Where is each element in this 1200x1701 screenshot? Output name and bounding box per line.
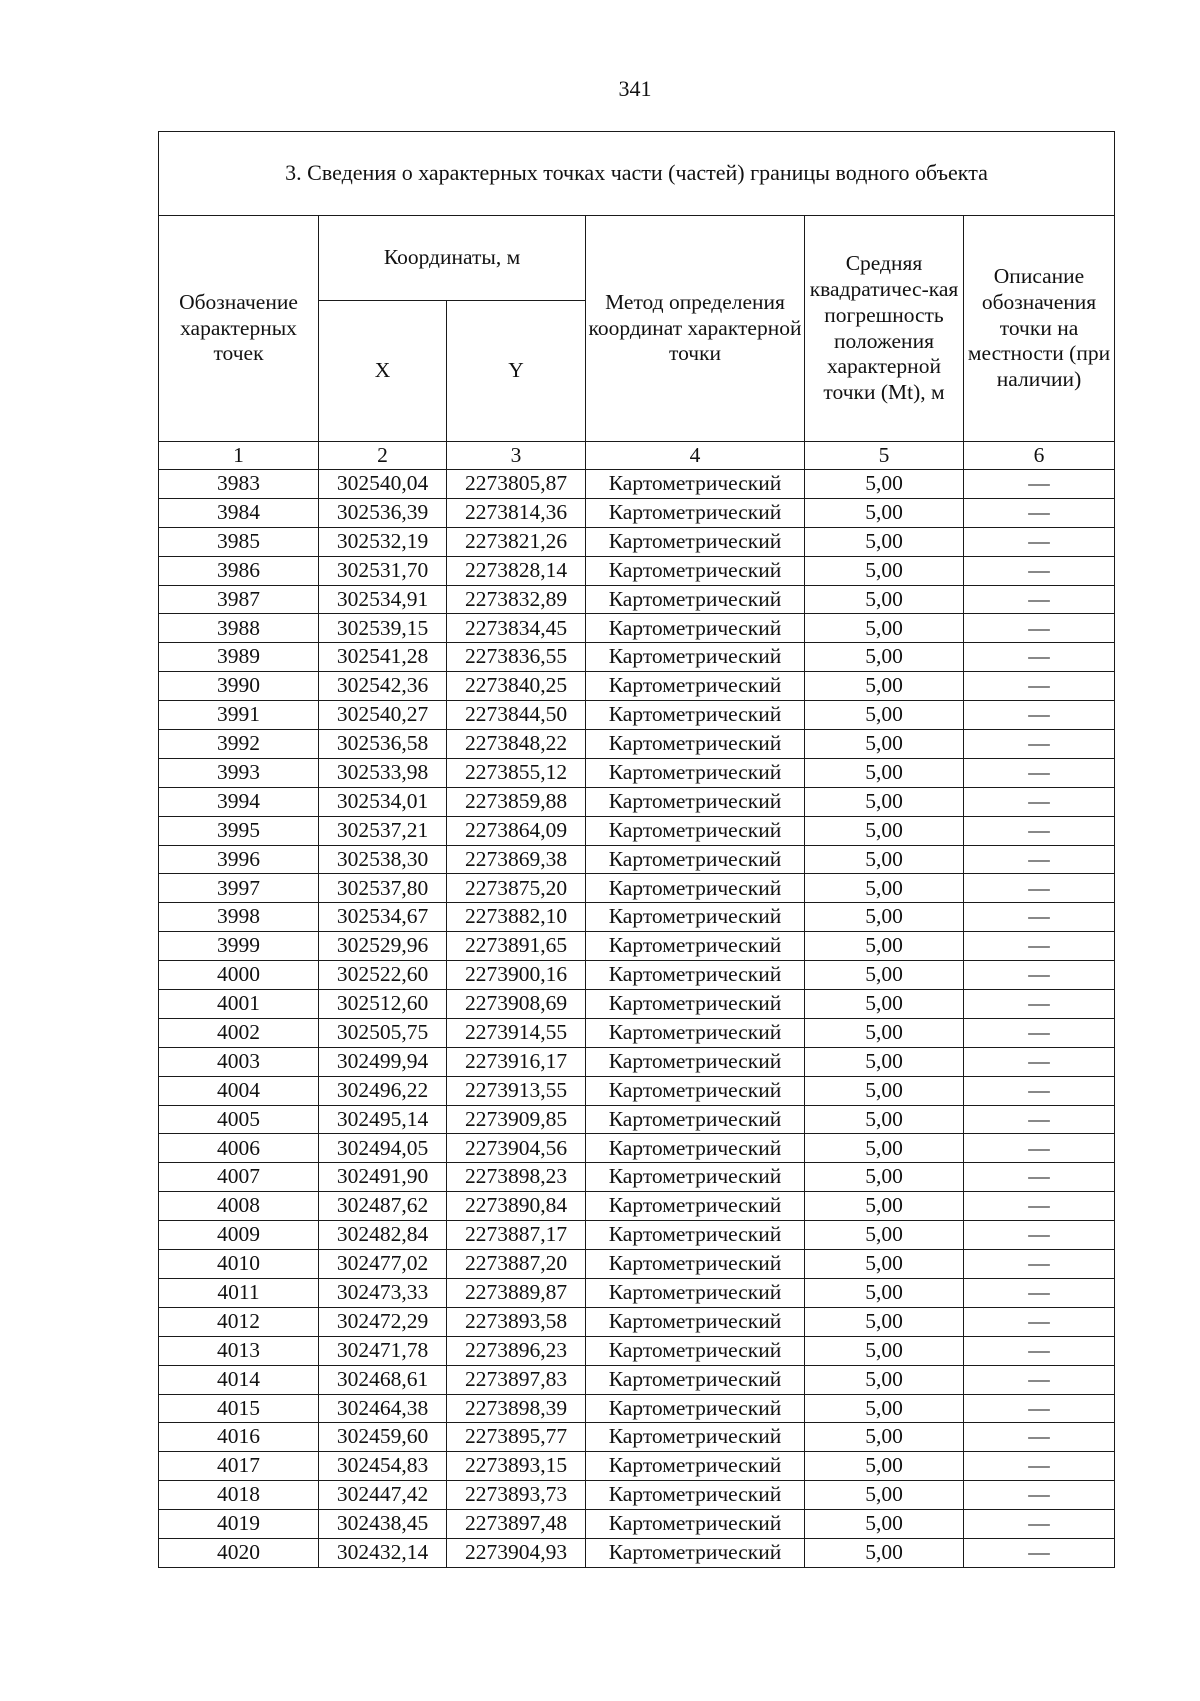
y-coord-cell: 2273805,87 — [447, 470, 586, 499]
point-id-cell: 3986 — [159, 556, 319, 585]
point-id-cell: 3994 — [159, 787, 319, 816]
y-coord-cell: 2273836,55 — [447, 643, 586, 672]
description-cell: — — [964, 672, 1115, 701]
y-coord-cell: 2273840,25 — [447, 672, 586, 701]
x-coord-cell: 302531,70 — [319, 556, 447, 585]
error-cell: 5,00 — [805, 556, 964, 585]
table-row — [159, 672, 1115, 701]
error-cell: 5,00 — [805, 1047, 964, 1076]
description-cell: — — [964, 903, 1115, 932]
table-row — [159, 1221, 1115, 1250]
error-cell: 5,00 — [805, 845, 964, 874]
error-cell: 5,00 — [805, 614, 964, 643]
description-cell: — — [964, 701, 1115, 730]
header-description: Описание обозначения точки на местности (при наличии) — [964, 216, 1115, 442]
description-cell: — — [964, 874, 1115, 903]
y-coord-cell: 2273821,26 — [447, 527, 586, 556]
method-cell: Картометрический — [586, 1047, 805, 1076]
method-cell: Картометрический — [586, 758, 805, 787]
error-cell: 5,00 — [805, 730, 964, 759]
table-row — [159, 643, 1115, 672]
method-cell: Картометрический — [586, 990, 805, 1019]
point-id-cell: 4020 — [159, 1538, 319, 1567]
description-cell: — — [964, 1394, 1115, 1423]
table-row — [159, 527, 1115, 556]
y-coord-cell: 2273828,14 — [447, 556, 586, 585]
x-coord-cell: 302534,01 — [319, 787, 447, 816]
table-row — [159, 1481, 1115, 1510]
y-coord-cell: 2273895,77 — [447, 1423, 586, 1452]
point-id-cell: 3997 — [159, 874, 319, 903]
error-cell: 5,00 — [805, 1394, 964, 1423]
x-coord-cell: 302491,90 — [319, 1163, 447, 1192]
column-number: 5 — [805, 442, 964, 470]
description-cell: — — [964, 470, 1115, 499]
x-coord-cell: 302532,19 — [319, 527, 447, 556]
error-cell: 5,00 — [805, 672, 964, 701]
error-cell: 5,00 — [805, 1481, 964, 1510]
description-cell: — — [964, 643, 1115, 672]
y-coord-cell: 2273900,16 — [447, 961, 586, 990]
x-coord-cell: 302540,04 — [319, 470, 447, 499]
point-id-cell: 4007 — [159, 1163, 319, 1192]
table-row — [159, 556, 1115, 585]
y-coord-cell: 2273909,85 — [447, 1105, 586, 1134]
error-cell: 5,00 — [805, 498, 964, 527]
description-cell: — — [964, 932, 1115, 961]
method-cell: Картометрический — [586, 643, 805, 672]
method-cell: Картометрический — [586, 845, 805, 874]
method-cell: Картометрический — [586, 903, 805, 932]
method-cell: Картометрический — [586, 1336, 805, 1365]
x-coord-cell: 302432,14 — [319, 1538, 447, 1567]
table-row — [159, 1394, 1115, 1423]
table-row — [159, 1336, 1115, 1365]
x-coord-cell: 302536,58 — [319, 730, 447, 759]
method-cell: Картометрический — [586, 1538, 805, 1567]
error-cell: 5,00 — [805, 1134, 964, 1163]
method-cell: Картометрический — [586, 1105, 805, 1134]
description-cell: — — [964, 556, 1115, 585]
x-coord-cell: 302522,60 — [319, 961, 447, 990]
y-coord-cell: 2273887,20 — [447, 1250, 586, 1279]
y-coord-cell: 2273814,36 — [447, 498, 586, 527]
description-cell: — — [964, 1336, 1115, 1365]
method-cell: Картометрический — [586, 470, 805, 499]
error-cell: 5,00 — [805, 1076, 964, 1105]
table-row — [159, 961, 1115, 990]
column-number: 4 — [586, 442, 805, 470]
x-coord-cell: 302454,83 — [319, 1452, 447, 1481]
point-id-cell: 4002 — [159, 1018, 319, 1047]
method-cell: Картометрический — [586, 1394, 805, 1423]
method-cell: Картометрический — [586, 1452, 805, 1481]
x-coord-cell: 302482,84 — [319, 1221, 447, 1250]
method-cell: Картометрический — [586, 1510, 805, 1539]
table-row — [159, 585, 1115, 614]
description-cell: — — [964, 845, 1115, 874]
description-cell: — — [964, 1278, 1115, 1307]
method-cell: Картометрический — [586, 1307, 805, 1336]
description-cell: — — [964, 1047, 1115, 1076]
method-cell: Картометрический — [586, 874, 805, 903]
description-cell: — — [964, 787, 1115, 816]
y-coord-cell: 2273896,23 — [447, 1336, 586, 1365]
method-cell: Картометрический — [586, 787, 805, 816]
x-coord-cell: 302536,39 — [319, 498, 447, 527]
y-coord-cell: 2273848,22 — [447, 730, 586, 759]
x-coord-cell: 302487,62 — [319, 1192, 447, 1221]
x-coord-cell: 302512,60 — [319, 990, 447, 1019]
method-cell: Картометрический — [586, 1163, 805, 1192]
table-row — [159, 874, 1115, 903]
point-id-cell: 4018 — [159, 1481, 319, 1510]
table-row — [159, 1452, 1115, 1481]
error-cell: 5,00 — [805, 1278, 964, 1307]
error-cell: 5,00 — [805, 1538, 964, 1567]
point-id-cell: 4004 — [159, 1076, 319, 1105]
method-cell: Картометрический — [586, 1278, 805, 1307]
point-id-cell: 4000 — [159, 961, 319, 990]
point-id-cell: 4013 — [159, 1336, 319, 1365]
description-cell: — — [964, 1365, 1115, 1394]
description-cell: — — [964, 498, 1115, 527]
table-row — [159, 614, 1115, 643]
table-row — [159, 1134, 1115, 1163]
x-coord-cell: 302468,61 — [319, 1365, 447, 1394]
table-row — [159, 1192, 1115, 1221]
error-cell: 5,00 — [805, 932, 964, 961]
table-row — [159, 1365, 1115, 1394]
y-coord-cell: 2273887,17 — [447, 1221, 586, 1250]
point-id-cell: 3984 — [159, 498, 319, 527]
point-id-cell: 4005 — [159, 1105, 319, 1134]
error-cell: 5,00 — [805, 961, 964, 990]
error-cell: 5,00 — [805, 1336, 964, 1365]
x-coord-cell: 302505,75 — [319, 1018, 447, 1047]
point-id-cell: 3988 — [159, 614, 319, 643]
y-coord-cell: 2273898,39 — [447, 1394, 586, 1423]
header-coords: Координаты, м — [319, 216, 586, 301]
x-coord-cell: 302534,91 — [319, 585, 447, 614]
y-coord-cell: 2273844,50 — [447, 701, 586, 730]
method-cell: Картометрический — [586, 585, 805, 614]
table-row — [159, 1018, 1115, 1047]
point-id-cell: 4019 — [159, 1510, 319, 1539]
point-id-cell: 3987 — [159, 585, 319, 614]
x-coord-cell: 302471,78 — [319, 1336, 447, 1365]
y-coord-cell: 2273832,89 — [447, 585, 586, 614]
x-coord-cell: 302529,96 — [319, 932, 447, 961]
table-row — [159, 1307, 1115, 1336]
table-row — [159, 1105, 1115, 1134]
point-id-cell: 4006 — [159, 1134, 319, 1163]
error-cell: 5,00 — [805, 816, 964, 845]
method-cell: Картометрический — [586, 556, 805, 585]
x-coord-cell: 302472,29 — [319, 1307, 447, 1336]
point-id-cell: 3990 — [159, 672, 319, 701]
table-row — [159, 1076, 1115, 1105]
table-row — [159, 816, 1115, 845]
error-cell: 5,00 — [805, 758, 964, 787]
y-coord-cell: 2273875,20 — [447, 874, 586, 903]
point-id-cell: 4008 — [159, 1192, 319, 1221]
method-cell: Картометрический — [586, 498, 805, 527]
y-coord-cell: 2273889,87 — [447, 1278, 586, 1307]
x-coord-cell: 302541,28 — [319, 643, 447, 672]
x-coord-cell: 302464,38 — [319, 1394, 447, 1423]
header-y: Y — [447, 301, 586, 442]
x-coord-cell: 302447,42 — [319, 1481, 447, 1510]
y-coord-cell: 2273891,65 — [447, 932, 586, 961]
method-cell: Картометрический — [586, 816, 805, 845]
point-id-cell: 4009 — [159, 1221, 319, 1250]
x-coord-cell: 302538,30 — [319, 845, 447, 874]
header-point: Обозначение характерных точек — [159, 216, 319, 442]
method-cell: Картометрический — [586, 614, 805, 643]
error-cell: 5,00 — [805, 1018, 964, 1047]
x-coord-cell: 302539,15 — [319, 614, 447, 643]
x-coord-cell: 302495,14 — [319, 1105, 447, 1134]
method-cell: Картометрический — [586, 730, 805, 759]
point-id-cell: 3998 — [159, 903, 319, 932]
table-row — [159, 498, 1115, 527]
header-error: Средняя квадратичес-кая погрешность положения характерной точки (Mt), м — [805, 216, 964, 442]
column-number: 6 — [964, 442, 1115, 470]
x-coord-cell: 302438,45 — [319, 1510, 447, 1539]
method-cell: Картометрический — [586, 1134, 805, 1163]
y-coord-cell: 2273864,09 — [447, 816, 586, 845]
column-number: 2 — [319, 442, 447, 470]
description-cell: — — [964, 614, 1115, 643]
x-coord-cell: 302540,27 — [319, 701, 447, 730]
table-row — [159, 758, 1115, 787]
point-id-cell: 4001 — [159, 990, 319, 1019]
point-id-cell: 3983 — [159, 470, 319, 499]
point-id-cell: 3989 — [159, 643, 319, 672]
description-cell: — — [964, 1192, 1115, 1221]
table-row — [159, 903, 1115, 932]
error-cell: 5,00 — [805, 470, 964, 499]
point-id-cell: 3999 — [159, 932, 319, 961]
description-cell: — — [964, 1481, 1115, 1510]
error-cell: 5,00 — [805, 1423, 964, 1452]
column-number: 1 — [159, 442, 319, 470]
method-cell: Картометрический — [586, 527, 805, 556]
x-coord-cell: 302534,67 — [319, 903, 447, 932]
x-coord-cell: 302459,60 — [319, 1423, 447, 1452]
method-cell: Картометрический — [586, 1423, 805, 1452]
error-cell: 5,00 — [805, 701, 964, 730]
description-cell: — — [964, 1510, 1115, 1539]
error-cell: 5,00 — [805, 1221, 964, 1250]
point-id-cell: 4010 — [159, 1250, 319, 1279]
y-coord-cell: 2273859,88 — [447, 787, 586, 816]
boundary-points-table — [158, 131, 1115, 1568]
column-number: 3 — [447, 442, 586, 470]
description-cell: — — [964, 1423, 1115, 1452]
table-body — [159, 470, 1115, 1568]
y-coord-cell: 2273893,58 — [447, 1307, 586, 1336]
description-cell: — — [964, 758, 1115, 787]
description-cell: — — [964, 730, 1115, 759]
description-cell: — — [964, 961, 1115, 990]
method-cell: Картометрический — [586, 701, 805, 730]
y-coord-cell: 2273908,69 — [447, 990, 586, 1019]
table-row — [159, 730, 1115, 759]
table-row — [159, 845, 1115, 874]
description-cell: — — [964, 1018, 1115, 1047]
y-coord-cell: 2273855,12 — [447, 758, 586, 787]
error-cell: 5,00 — [805, 643, 964, 672]
y-coord-cell: 2273916,17 — [447, 1047, 586, 1076]
table-title: 3. Сведения о характерных точках части (частей) границы водного объекта — [159, 132, 1115, 216]
error-cell: 5,00 — [805, 527, 964, 556]
header-x: X — [319, 301, 447, 442]
table-row — [159, 1278, 1115, 1307]
y-coord-cell: 2273904,56 — [447, 1134, 586, 1163]
point-id-cell: 4015 — [159, 1394, 319, 1423]
description-cell: — — [964, 990, 1115, 1019]
page-number: 341 — [618, 76, 652, 101]
x-coord-cell: 302542,36 — [319, 672, 447, 701]
point-id-cell: 3991 — [159, 701, 319, 730]
y-coord-cell: 2273897,83 — [447, 1365, 586, 1394]
table-row — [159, 701, 1115, 730]
y-coord-cell: 2273914,55 — [447, 1018, 586, 1047]
table-row — [159, 932, 1115, 961]
x-coord-cell: 302477,02 — [319, 1250, 447, 1279]
y-coord-cell: 2273904,93 — [447, 1538, 586, 1567]
y-coord-cell: 2273913,55 — [447, 1076, 586, 1105]
x-coord-cell: 302496,22 — [319, 1076, 447, 1105]
header-method: Метод определения координат характерной точки — [586, 216, 805, 442]
table-row — [159, 1423, 1115, 1452]
description-cell: — — [964, 816, 1115, 845]
description-cell: — — [964, 1134, 1115, 1163]
y-coord-cell: 2273890,84 — [447, 1192, 586, 1221]
y-coord-cell: 2273897,48 — [447, 1510, 586, 1539]
description-cell: — — [964, 1307, 1115, 1336]
error-cell: 5,00 — [805, 990, 964, 1019]
x-coord-cell: 302533,98 — [319, 758, 447, 787]
table-row — [159, 1163, 1115, 1192]
error-cell: 5,00 — [805, 585, 964, 614]
error-cell: 5,00 — [805, 1307, 964, 1336]
x-coord-cell: 302494,05 — [319, 1134, 447, 1163]
x-coord-cell: 302537,21 — [319, 816, 447, 845]
method-cell: Картометрический — [586, 672, 805, 701]
y-coord-cell: 2273893,73 — [447, 1481, 586, 1510]
description-cell: — — [964, 1105, 1115, 1134]
point-id-cell: 4017 — [159, 1452, 319, 1481]
table-row — [159, 470, 1115, 499]
method-cell: Картометрический — [586, 1365, 805, 1394]
description-cell: — — [964, 1250, 1115, 1279]
point-id-cell: 4012 — [159, 1307, 319, 1336]
error-cell: 5,00 — [805, 1452, 964, 1481]
y-coord-cell: 2273834,45 — [447, 614, 586, 643]
table-row — [159, 1510, 1115, 1539]
x-coord-cell: 302473,33 — [319, 1278, 447, 1307]
table-row — [159, 1250, 1115, 1279]
error-cell: 5,00 — [805, 1192, 964, 1221]
y-coord-cell: 2273893,15 — [447, 1452, 586, 1481]
error-cell: 5,00 — [805, 903, 964, 932]
error-cell: 5,00 — [805, 1163, 964, 1192]
point-id-cell: 3993 — [159, 758, 319, 787]
method-cell: Картометрический — [586, 1221, 805, 1250]
method-cell: Картометрический — [586, 1481, 805, 1510]
table-row — [159, 787, 1115, 816]
method-cell: Картометрический — [586, 961, 805, 990]
description-cell: — — [964, 1452, 1115, 1481]
point-id-cell: 4014 — [159, 1365, 319, 1394]
point-id-cell: 3995 — [159, 816, 319, 845]
description-cell: — — [964, 1076, 1115, 1105]
description-cell: — — [964, 527, 1115, 556]
y-coord-cell: 2273869,38 — [447, 845, 586, 874]
description-cell: — — [964, 585, 1115, 614]
point-id-cell: 4011 — [159, 1278, 319, 1307]
y-coord-cell: 2273882,10 — [447, 903, 586, 932]
table-row — [159, 1538, 1115, 1567]
method-cell: Картометрический — [586, 1018, 805, 1047]
error-cell: 5,00 — [805, 787, 964, 816]
method-cell: Картометрический — [586, 1076, 805, 1105]
error-cell: 5,00 — [805, 1250, 964, 1279]
error-cell: 5,00 — [805, 1365, 964, 1394]
description-cell: — — [964, 1163, 1115, 1192]
method-cell: Картометрический — [586, 1250, 805, 1279]
error-cell: 5,00 — [805, 1510, 964, 1539]
point-id-cell: 3996 — [159, 845, 319, 874]
description-cell: — — [964, 1538, 1115, 1567]
method-cell: Картометрический — [586, 932, 805, 961]
x-coord-cell: 302499,94 — [319, 1047, 447, 1076]
error-cell: 5,00 — [805, 874, 964, 903]
point-id-cell: 4016 — [159, 1423, 319, 1452]
point-id-cell: 4003 — [159, 1047, 319, 1076]
error-cell: 5,00 — [805, 1105, 964, 1134]
point-id-cell: 3992 — [159, 730, 319, 759]
table-row — [159, 1047, 1115, 1076]
column-number-row — [159, 442, 1115, 470]
method-cell: Картометрический — [586, 1192, 805, 1221]
table-row — [159, 990, 1115, 1019]
description-cell: — — [964, 1221, 1115, 1250]
x-coord-cell: 302537,80 — [319, 874, 447, 903]
y-coord-cell: 2273898,23 — [447, 1163, 586, 1192]
point-id-cell: 3985 — [159, 527, 319, 556]
